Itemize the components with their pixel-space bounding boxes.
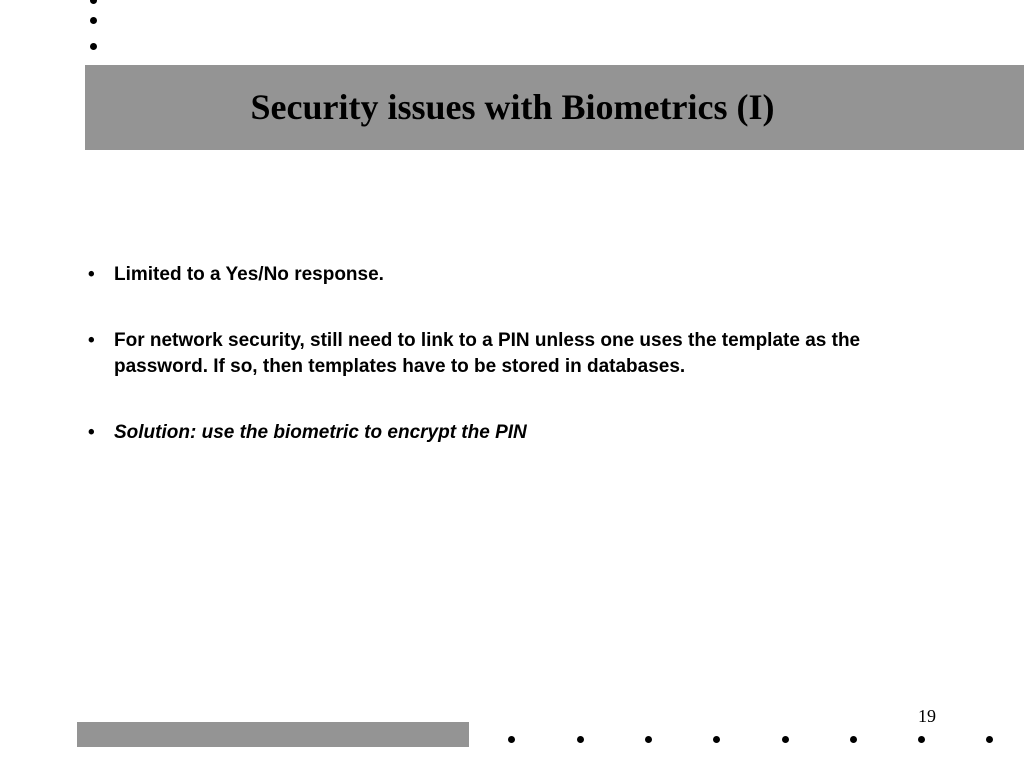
bullet-dot-icon: • [88, 422, 95, 443]
title-band [85, 65, 1024, 150]
decor-dot [645, 736, 652, 743]
decor-dot [850, 736, 857, 743]
page-number: 19 [918, 706, 936, 726]
decor-dot [90, 17, 97, 24]
bullet-item [88, 328, 948, 380]
decor-dot [508, 736, 515, 743]
footer-bar [77, 722, 469, 747]
decor-dot [90, 43, 97, 50]
slide-title: Security issues with Biometrics (I) [250, 87, 775, 127]
decor-dot [577, 736, 584, 743]
decor-dot [713, 736, 720, 743]
bullet-dot-icon: • [88, 264, 95, 285]
bullet-list [88, 262, 948, 486]
bullet-text: For network security, still need to link to a PIN unless one uses the template as the password. If so, then templates have to be stored in databases. [114, 330, 861, 377]
decor-dot [782, 736, 789, 743]
bullet-text: Limited to a Yes/No response. [114, 264, 384, 285]
decor-dot [90, 0, 97, 4]
bullet-item [88, 262, 948, 288]
decor-dot [986, 736, 993, 743]
decor-dot [918, 736, 925, 743]
bullet-text: Solution: use the biometric to encrypt the PIN [114, 422, 527, 443]
bullet-dot-icon: • [88, 330, 95, 351]
bullet-item [88, 420, 948, 446]
